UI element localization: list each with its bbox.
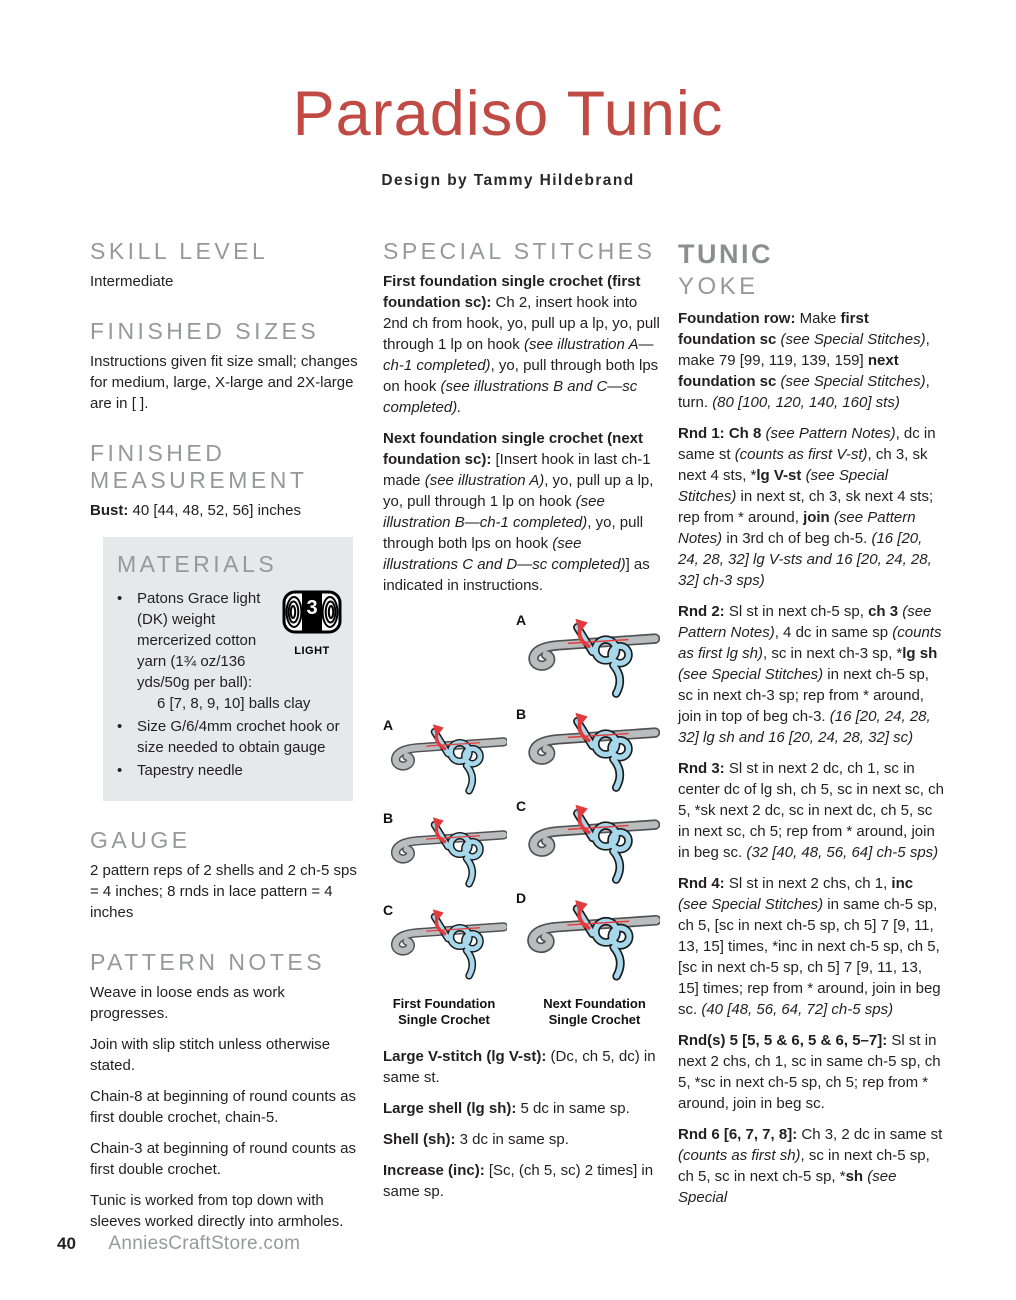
list-item xyxy=(115,588,343,714)
byline: Design by Tammy Hildebrand xyxy=(381,172,635,189)
stitch-definition: Large shell (lg sh): 5 dc in same sp. xyxy=(383,1100,630,1117)
diagram-label: B xyxy=(516,706,527,722)
material-item-text: Size G/6/4mm crochet hook or size needed to obtain gauge xyxy=(137,718,340,756)
crochet-step-diagram xyxy=(525,614,660,704)
bust-measurement: Bust: 40 [44, 48, 52, 56] inches xyxy=(90,502,301,519)
stitch-definition: Shell (sh): 3 dc in same sp. xyxy=(383,1131,569,1148)
pattern-note: Chain-3 at beginning of round counts as first double crochet. xyxy=(90,1140,357,1178)
instruction-paragraph: Rnd 1: Ch 8 (see Pattern Notes), dc in same st (counts as first V-st), ch 3, sk next 4 sts, *lg V-st (see Special Stitches) in next st, ch 3, sk next 4 sts; rep from * around, join (see Pattern Notes) in 3rd ch of beg ch-5. (16 [20, 24, 28, 32] lg V-sts and 16 [20, 24, 28, 32] ch-3 sps) xyxy=(678,425,936,589)
next-foundation-caption: Next Foundation Single Crochet xyxy=(543,996,646,1027)
stitch-definition: Increase (inc): [Sc, (ch 5, sc) 2 times] in same sp. xyxy=(383,1162,654,1200)
diagram-label: C xyxy=(383,902,394,918)
crochet-step-diagram xyxy=(525,708,660,798)
finished-measurement-heading: FINISHED MEASUREMENT xyxy=(90,440,308,493)
instruction-paragraph: Rnd(s) 5 [5, 5 & 6, 5 & 6, 5–7]: Sl st in next 2 chs, ch 1, sc in same ch-5 sp, ch 5, *sc in next ch-5 sp, ch 5; rep from * around, join in beg sc. xyxy=(678,1032,941,1112)
crochet-step-diagram xyxy=(389,720,507,800)
gauge-text: 2 pattern reps of 2 shells and 2 ch-5 sps = 4 inches; 8 rnds in lace pattern = 4 inches xyxy=(90,862,357,921)
diagram-label: C xyxy=(516,798,527,814)
materials-box xyxy=(103,537,353,801)
middle-column xyxy=(383,238,660,1202)
instruction-paragraph: Rnd 3: Sl st in next 2 dc, ch 1, sc in center dc of lg sh, ch 5, sc in next sc, ch 5, *sk next 2 dc, sc in next dc, ch 5, sc in next sc, ch 5; rep from * around, join in beg sc. (32 [40, 48, 56, 64] ch-5 sps) xyxy=(678,760,944,861)
skill-level-value: Intermediate xyxy=(90,273,174,290)
list-item xyxy=(115,760,343,781)
left-column xyxy=(90,238,358,1232)
instruction-paragraph: Foundation row: Make first foundation sc (see Special Stitches), make 79 [99, 119, 139, 159] next foundation sc (see Special Stitches), turn. (80 [100, 120, 140, 160] sts) xyxy=(678,310,930,411)
finished-sizes-heading: FINISHED SIZES xyxy=(90,318,320,344)
instruction-paragraph: Rnd 6 [6, 7, 7, 8]: Ch 3, 2 dc in same st (counts as first sh), sc in next ch-5 sp, ch 5, sc in next ch-5 sp, *sh (see Special xyxy=(678,1126,943,1206)
pattern-note: Weave in loose ends as work progresses. xyxy=(90,984,285,1022)
yoke-heading: YOKE xyxy=(678,273,759,300)
pattern-note: Chain-8 at beginning of round counts as first double crochet, chain-5. xyxy=(90,1088,357,1126)
yarn-weight-badge xyxy=(281,590,343,662)
list-item xyxy=(115,716,343,758)
instruction-paragraph: Rnd 2: Sl st in next ch-5 sp, ch 3 (see Pattern Notes), 4 dc in same sp (counts as first lg sh), sc in next ch-3 sp, *lg sh (see Special Stitches) in next ch-5 sp, sc in next ch-3 sp; rep from * around, join in top of beg ch-3. (16 [20, 24, 28, 32] lg sh and 16 [20, 24, 28, 32] sc) xyxy=(678,603,942,746)
gauge-heading: GAUGE xyxy=(90,827,191,853)
pattern-note: Tunic is worked from top down with sleeves worked directly into armholes. xyxy=(90,1192,344,1230)
site-name: AnniesCraftStore.com xyxy=(108,1233,301,1254)
crochet-step-diagram xyxy=(389,905,507,985)
tunic-heading: TUNIC xyxy=(678,239,773,269)
skill-level-heading: SKILL LEVEL xyxy=(90,238,269,264)
material-item-text: Patons Grace light (DK) weight mercerized cotton yarn (1¾ oz/136 yds/50g per ball): xyxy=(137,590,261,691)
crochet-step-diagram xyxy=(525,800,660,890)
bullet-icon: • xyxy=(117,590,123,607)
crochet-step-diagram xyxy=(525,892,660,990)
diagram-label: D xyxy=(516,890,527,906)
pattern-notes-heading: PATTERN NOTES xyxy=(90,949,326,975)
special-stitches-heading: SPECIAL STITCHES xyxy=(383,238,656,264)
finished-sizes-text: Instructions given fit size small; changes for medium, large, X-large and 2X-large are in [ ]. xyxy=(90,353,358,412)
yarn-weight-number: 3 xyxy=(306,597,318,619)
special-stitch-paragraph: Next foundation single crochet (next foundation sc): [Insert hook in last ch-1 made (see illustration A), yo, pull up a lp, yo, pull through 1 lp on hook (see illustration B—ch-1 completed), yo, pull through both lps on hook (see illustrations C and D—sc completed)] as indicated in instructions. xyxy=(383,430,654,594)
instruction-paragraph: Rnd 4: Sl st in next 2 chs, ch 1, inc (see Special Stitches) in same ch-5 sp, ch 5, [sc in next ch-5 sp, ch 5] 7 [9, 11, 13, 15] times, *inc in next ch-5 sp, ch 5, [sc in next ch-5 sp, ch 5] 7 [9, 11, 13, 15] times; rep from * around, join in beg sc. (40 [48, 56, 64, 72] ch-5 sps) xyxy=(678,875,941,1018)
bullet-icon: • xyxy=(117,718,123,735)
first-foundation-caption: First Foundation Single Crochet xyxy=(392,996,496,1027)
yarn-weight-label: LIGHT xyxy=(294,645,330,657)
right-column xyxy=(678,238,946,1208)
crochet-step-diagram xyxy=(389,813,507,893)
stitch-definition: Large V-stitch (lg V-st): (Dc, ch 5, dc) in same st. xyxy=(383,1048,656,1086)
diagram-label: A xyxy=(383,717,394,733)
material-item-subline: 6 [7, 8, 9, 10] balls clay xyxy=(157,695,311,712)
materials-list xyxy=(115,588,343,781)
diagram-label: B xyxy=(383,810,394,826)
pattern-note: Join with slip stitch unless otherwise stated. xyxy=(90,1036,331,1074)
page-footer xyxy=(57,1233,300,1255)
bullet-icon: • xyxy=(117,762,123,779)
material-item-text: Tapestry needle xyxy=(137,762,243,779)
special-stitch-paragraph: First foundation single crochet (first foundation sc): Ch 2, insert hook into 2nd ch from hook, yo, pull up a lp, yo, pull through 1 lp on hook (see illustration A—ch-1 completed), yo, pull through both lps on hook (see illustrations B and C—sc completed). xyxy=(383,273,660,416)
diagram-label: A xyxy=(516,612,527,628)
materials-heading: MATERIALS xyxy=(117,551,278,577)
stitch-illustrations xyxy=(383,610,660,1030)
page-title: Paradiso Tunic xyxy=(292,79,724,149)
page-number: 40 xyxy=(57,1234,76,1253)
